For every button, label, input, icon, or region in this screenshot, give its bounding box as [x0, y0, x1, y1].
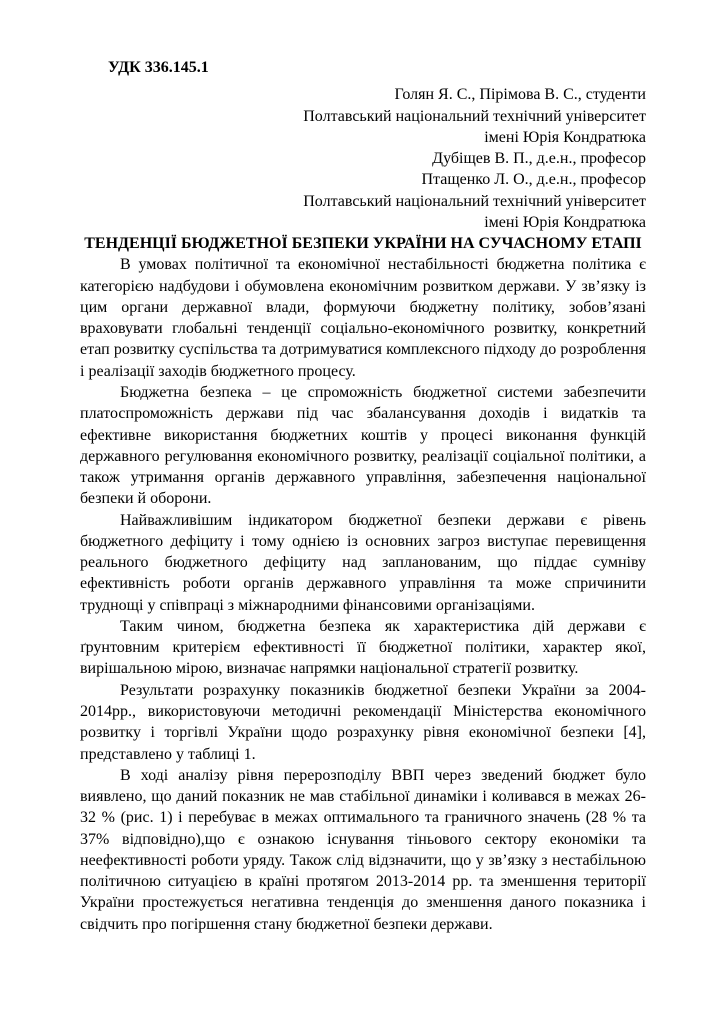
- udc-code: УДК 336.145.1: [108, 59, 209, 76]
- paragraph: Результати розрахунку показників бюджетної безпеки України за 2004-2014рр., використовуючи методичні рекомендації Міністерства економічного розвитку і торгівлі України щодо розрахунку рівня економічної безпеки [4], представлено у таблиці 1.: [80, 681, 646, 763]
- authors-block: [80, 84, 646, 233]
- paper-title: ТЕНДЕНЦІЇ БЮДЖЕТНОЇ БЕЗПЕКИ УКРАЇНИ НА СУЧАСНОМУ ЕТАПІ: [84, 235, 642, 253]
- author-line: Птащенко Л. О., д.е.н., професор: [421, 171, 646, 189]
- affiliation-line: імені Юрія Кондратюка: [484, 213, 646, 231]
- affiliation-line: імені Юрія Кондратюка: [484, 128, 646, 146]
- paragraph: Бюджетна безпека – це спроможність бюджетної системи забезпечити платоспроможність держави під час збалансування доходів і видатків та ефективне використання бюджетних коштів у процесі виконання функцій державного регулювання економічного розвитку, реалізації соціальної політики, а також утримання органів державного управління, забезпечення національної безпеки й оборони.: [80, 383, 646, 508]
- author-line: Голян Я. С., Пірімова В. С., студенти: [394, 86, 646, 104]
- author-line: Дубіщев В. П., д.е.н., професор: [432, 150, 646, 168]
- affiliation-line: Полтавський національний технічний університет: [303, 107, 646, 125]
- paragraph: Таким чином, бюджетна безпека як характеристика дій держави є ґрунтовним критерієм ефективності її бюджетної політики, характер якої, вирішальною мірою, визначає напрямки національної стратегії розвитку.: [80, 617, 646, 678]
- paragraph: В ході аналізу рівня перерозподілу ВВП через зведений бюджет було виявлено, що даний показник не мав стабільної динаміки і коливався в межах 26-32 % (рис. 1) і перебуває в межах оптимального та граничного значень (28 % та 37% відповідно),що є ознакою існування тіньового сектору економіки та неефективності роботи уряду. Також слід відзначити, що у зв’язку з нестабільною політичною ситуацією в країні протягом 2013-2014 рр. та зменшення території України простежується негативна тенденція до зменшення даного показника і свідчить про погіршення стану бюджетної безпеки держави.: [80, 766, 646, 933]
- affiliation-line: Полтавський національний технічний університет: [303, 192, 646, 210]
- paragraph: В умовах політичної та економічної нестабільності бюджетна політика є категорією надбудови і обумовлена економічним розвитком держави. У зв’язку із цим органи державної влади, формуючи бюджетну політику, зобов’язані враховувати глобальні тенденції соціально-економічного розвитку, конкретний етап розвитку суспільства та дотримуватися комплексного підходу до розроблення і реалізації заходів бюджетного процесу.: [80, 256, 646, 380]
- paragraph: Найважливішим індикатором бюджетної безпеки держави є рівень бюджетного дефіциту і тому однією із основних загроз виступає перевищення реального бюджетного дефіциту над запланованим, що піддає сумніву ефективність роботи органів державного управління та може спричинити труднощі у співпраці з міжнародними фінансовими організаціями.: [80, 511, 646, 614]
